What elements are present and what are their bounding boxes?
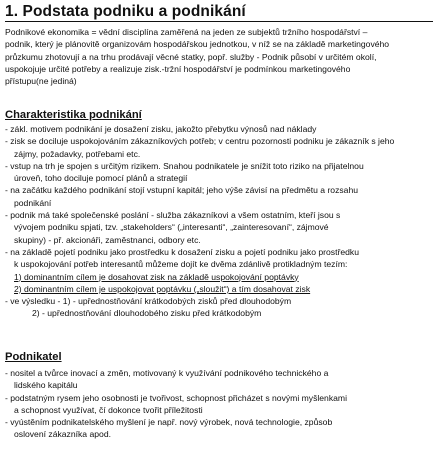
list-item: - podnik má také společenské poslání - služba zákazníkovi a všem ostatním, kteří jsou s bbox=[5, 210, 341, 221]
list-item-continuation: úroveň, toho dociluje pomocí plánů a strategií bbox=[14, 173, 188, 184]
intro-line: přístupu(ne jediná) bbox=[5, 76, 77, 87]
title-underline bbox=[5, 21, 433, 22]
list-item-continuation: k uspokojování potřeb interesantů můžeme dojít ke dvěma zdánlivě protikladným tezím: bbox=[14, 259, 348, 270]
list-item: - podstatným rysem jeho osobnosti je tvořivost, schopnost přicházet s novými myšlenkami bbox=[5, 392, 347, 403]
list-item: - zákl. motivem podnikání je dosažení zisku, jakožto přebytku výnosů nad náklady bbox=[5, 124, 317, 134]
intro-line: Podnikové ekonomika = vědní disciplína zaměřená na jeden ze subjektů tržního hospodářství – bbox=[5, 27, 368, 37]
section-heading-entrepreneur: Podnikatel bbox=[5, 351, 62, 363]
entrepreneur-list bbox=[5, 367, 433, 441]
list-item-continuation: a schopnost využívat, čí dokonce tvořit příležitosti bbox=[14, 404, 203, 415]
intro-line: uspokojuje určité potřeby a realizuje zisk.-tržní hospodářství je podmínkou marketingového bbox=[5, 63, 351, 74]
list-item: - nositel a tvůrce inovací a změn, motivovaný k využívání podnikového technického a bbox=[5, 368, 329, 378]
document-title: 1. Podstata podniku a podnikání bbox=[5, 3, 246, 20]
list-item-continuation: skupiny) - př. akcionáři, zaměstnanci, odbory etc. bbox=[14, 234, 201, 245]
list-item: - vstup na trh je spojen s určitým rizikem. Snahou podnikatele je snížit toto riziko na přijatelnou bbox=[5, 160, 364, 171]
list-item-continuation: oslovení zákazníka apod. bbox=[14, 429, 111, 440]
thesis-2: 2) dominantním cílem je uspokojovat poptávku („sloužit“) a tím dosahovat zisk bbox=[14, 283, 311, 294]
intro-line: podnik, který je plánovitě organizovám hospodářskou jednotkou, v níž se na základě marketingového bbox=[5, 39, 390, 50]
list-item: - vyústěním podnikatelského myšlení je např. nový výrobek, nová technologie, způsob bbox=[5, 417, 333, 428]
intro-line: průzkumu zhotovují a na trhu prodávají věcné statky, popř. služby - Podnik působí v určitém okolí, bbox=[5, 51, 377, 62]
list-item-continuation: podnikání bbox=[14, 197, 52, 208]
thesis-1: 1) dominantním cílem je dosahovat zisk na základě uspokojování poptávky bbox=[14, 271, 299, 282]
list-item: - zisk se dociluje uspokojováním zákazníkových potřeb; v centru pozornosti podniku je zákazník s jeho bbox=[5, 136, 395, 147]
list-item-continuation: 2) - upřednostňování dlouhodobého zisku před krátkodobým bbox=[32, 308, 262, 319]
list-item: - na základě pojetí podniku jako prostředku k dosažení zisku a pojetí podniku jako prostředku bbox=[5, 246, 359, 257]
list-item-continuation: lidského kapitálu bbox=[14, 380, 78, 391]
section-heading-characteristics: Charakteristika podnikání bbox=[5, 109, 142, 121]
list-item-continuation: zájmy, požadavky, potřebami etc. bbox=[14, 148, 141, 159]
characteristics-list bbox=[5, 123, 433, 320]
list-item: - ve výsledku - 1) - upřednostňování krátkodobých zisků před dlouhodobým bbox=[5, 296, 292, 307]
intro-paragraph bbox=[5, 26, 431, 87]
list-item: - na začátku každého podnikání stojí vstupní kapitál; jeho výše závisí na předmětu a rozsahu bbox=[5, 185, 359, 196]
list-item-continuation: vývojem podniku spjati, tzv. „stakeholders“ („interesanti“, „zainteresovaní“, zájmové bbox=[14, 222, 329, 233]
